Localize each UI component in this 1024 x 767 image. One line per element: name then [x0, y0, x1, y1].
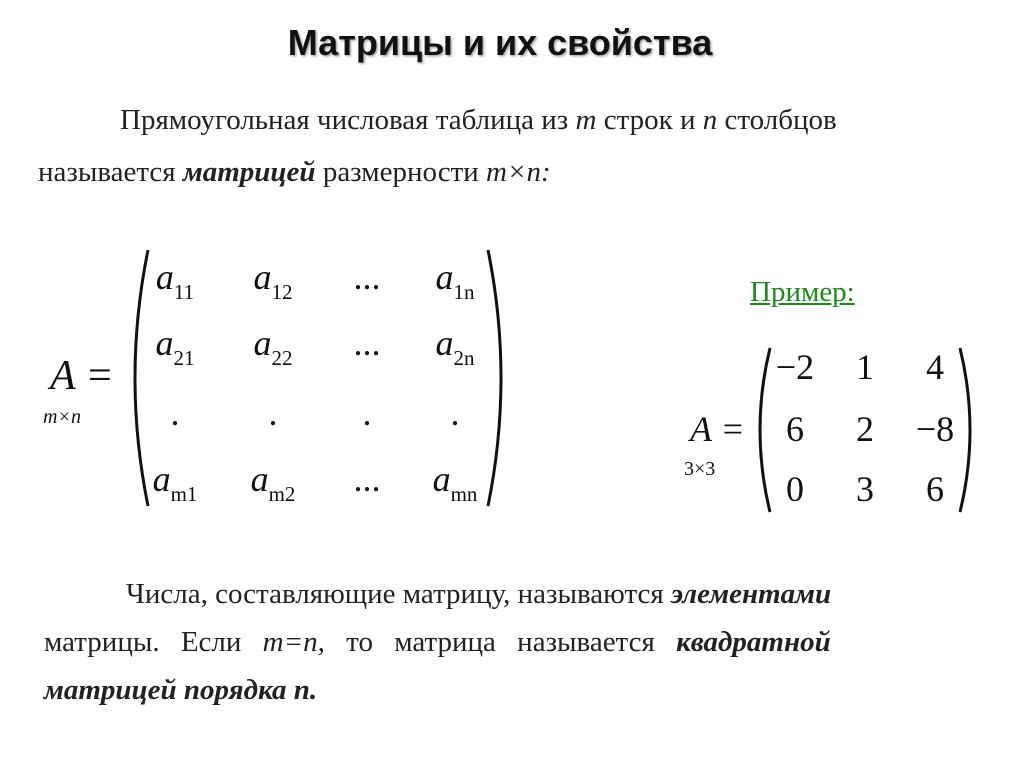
cell-base: .	[362, 393, 372, 433]
cell-base: .	[170, 393, 180, 433]
cell-subscript: m1	[170, 482, 198, 506]
cell-base: a	[250, 459, 269, 499]
general-matrix-cell	[130, 322, 220, 370]
var-m: m	[575, 104, 597, 136]
square-term: квадратной	[676, 626, 831, 658]
cell-base: a	[435, 257, 454, 297]
cell-subscript: 2n	[453, 346, 475, 370]
general-matrix-cell	[410, 458, 500, 506]
cell-subscript: 1n	[453, 280, 475, 304]
example-matrix-lhs	[690, 408, 745, 450]
example-matrix-cell: 2	[856, 409, 874, 449]
general-matrix-cell	[322, 322, 412, 364]
definition-line-1	[126, 578, 831, 611]
example-matrix-cell: 0	[786, 469, 804, 509]
cell-base: .	[268, 393, 278, 433]
general-matrix-cell	[228, 458, 318, 506]
condition-m-eq-n: m=n,	[262, 626, 325, 658]
example-matrix-cell: 1	[856, 347, 874, 387]
cell-base: .	[450, 393, 460, 433]
cell-subscript: m2	[268, 482, 296, 506]
general-matrix-lhs-sub: m×n	[43, 406, 81, 428]
intro-text-1: Прямоугольная числовая таблица из	[120, 104, 569, 136]
example-lhs-a: A =	[690, 409, 745, 449]
definition-line-2	[44, 626, 831, 659]
cell-subscript: 12	[271, 280, 293, 304]
general-matrix-cell	[322, 458, 412, 500]
var-n: n	[702, 104, 718, 136]
cell-subscript: 11	[173, 280, 195, 304]
example-lhs-sub: 3×3	[684, 458, 716, 480]
example-matrix-cell: 6	[786, 409, 804, 449]
dimension-word: размерности	[322, 156, 479, 188]
general-matrix-cell	[322, 392, 412, 434]
cell-base: a	[253, 257, 272, 297]
cell-base: ...	[353, 459, 381, 499]
definition-text-1: Числа, составляющие матрицу, называются	[126, 578, 664, 610]
cell-base: a	[432, 459, 451, 499]
matrix-term: матрицей	[182, 156, 316, 188]
page-title: Матрицы и их свойства	[287, 22, 713, 63]
definition-line-3: матрицей порядка n.	[44, 674, 318, 706]
intro-line-2	[38, 156, 551, 189]
cell-base: a	[155, 257, 174, 297]
cell-base: a	[152, 459, 171, 499]
general-matrix-cell	[228, 322, 318, 370]
rows-word: строк и	[603, 104, 696, 136]
definition-text-2a: матрицы. Если	[44, 626, 242, 658]
cell-base: a	[155, 323, 174, 363]
intro-line-1	[120, 104, 837, 137]
general-matrix-cell	[410, 322, 500, 370]
general-matrix-cell	[322, 256, 412, 298]
cell-subscript: 22	[271, 346, 293, 370]
cell-base: a	[435, 323, 454, 363]
lhs-a: A =	[50, 353, 114, 399]
example-matrix-cell: 3	[856, 469, 874, 509]
example-matrix-cell: 4	[926, 347, 944, 387]
general-matrix-cell	[130, 392, 220, 434]
cell-base: ...	[353, 323, 381, 363]
example-matrix-cell: −2	[775, 347, 815, 387]
general-matrix-cell	[410, 256, 500, 304]
general-matrix-cell	[228, 256, 318, 304]
elements-term: элементами	[670, 578, 832, 610]
general-matrix-cell	[228, 392, 318, 434]
cols-word: столбцов	[724, 104, 837, 136]
definition-text-2b: то матрица называется	[346, 626, 655, 658]
general-matrix-cell	[130, 458, 220, 506]
cell-subscript: 21	[173, 346, 195, 370]
cell-subscript: mn	[450, 482, 478, 506]
example-matrix-cell: −8	[915, 409, 955, 449]
dims: m×n:	[486, 156, 551, 188]
cell-base: ...	[353, 257, 381, 297]
intro-text-2: называется	[38, 156, 176, 188]
example-matrix-cell: 6	[926, 469, 944, 509]
example-label: Пример:	[750, 276, 855, 308]
general-matrix-cell	[130, 256, 220, 304]
general-matrix-cell	[410, 392, 500, 434]
general-matrix-lhs	[50, 352, 114, 400]
cell-base: a	[253, 323, 272, 363]
